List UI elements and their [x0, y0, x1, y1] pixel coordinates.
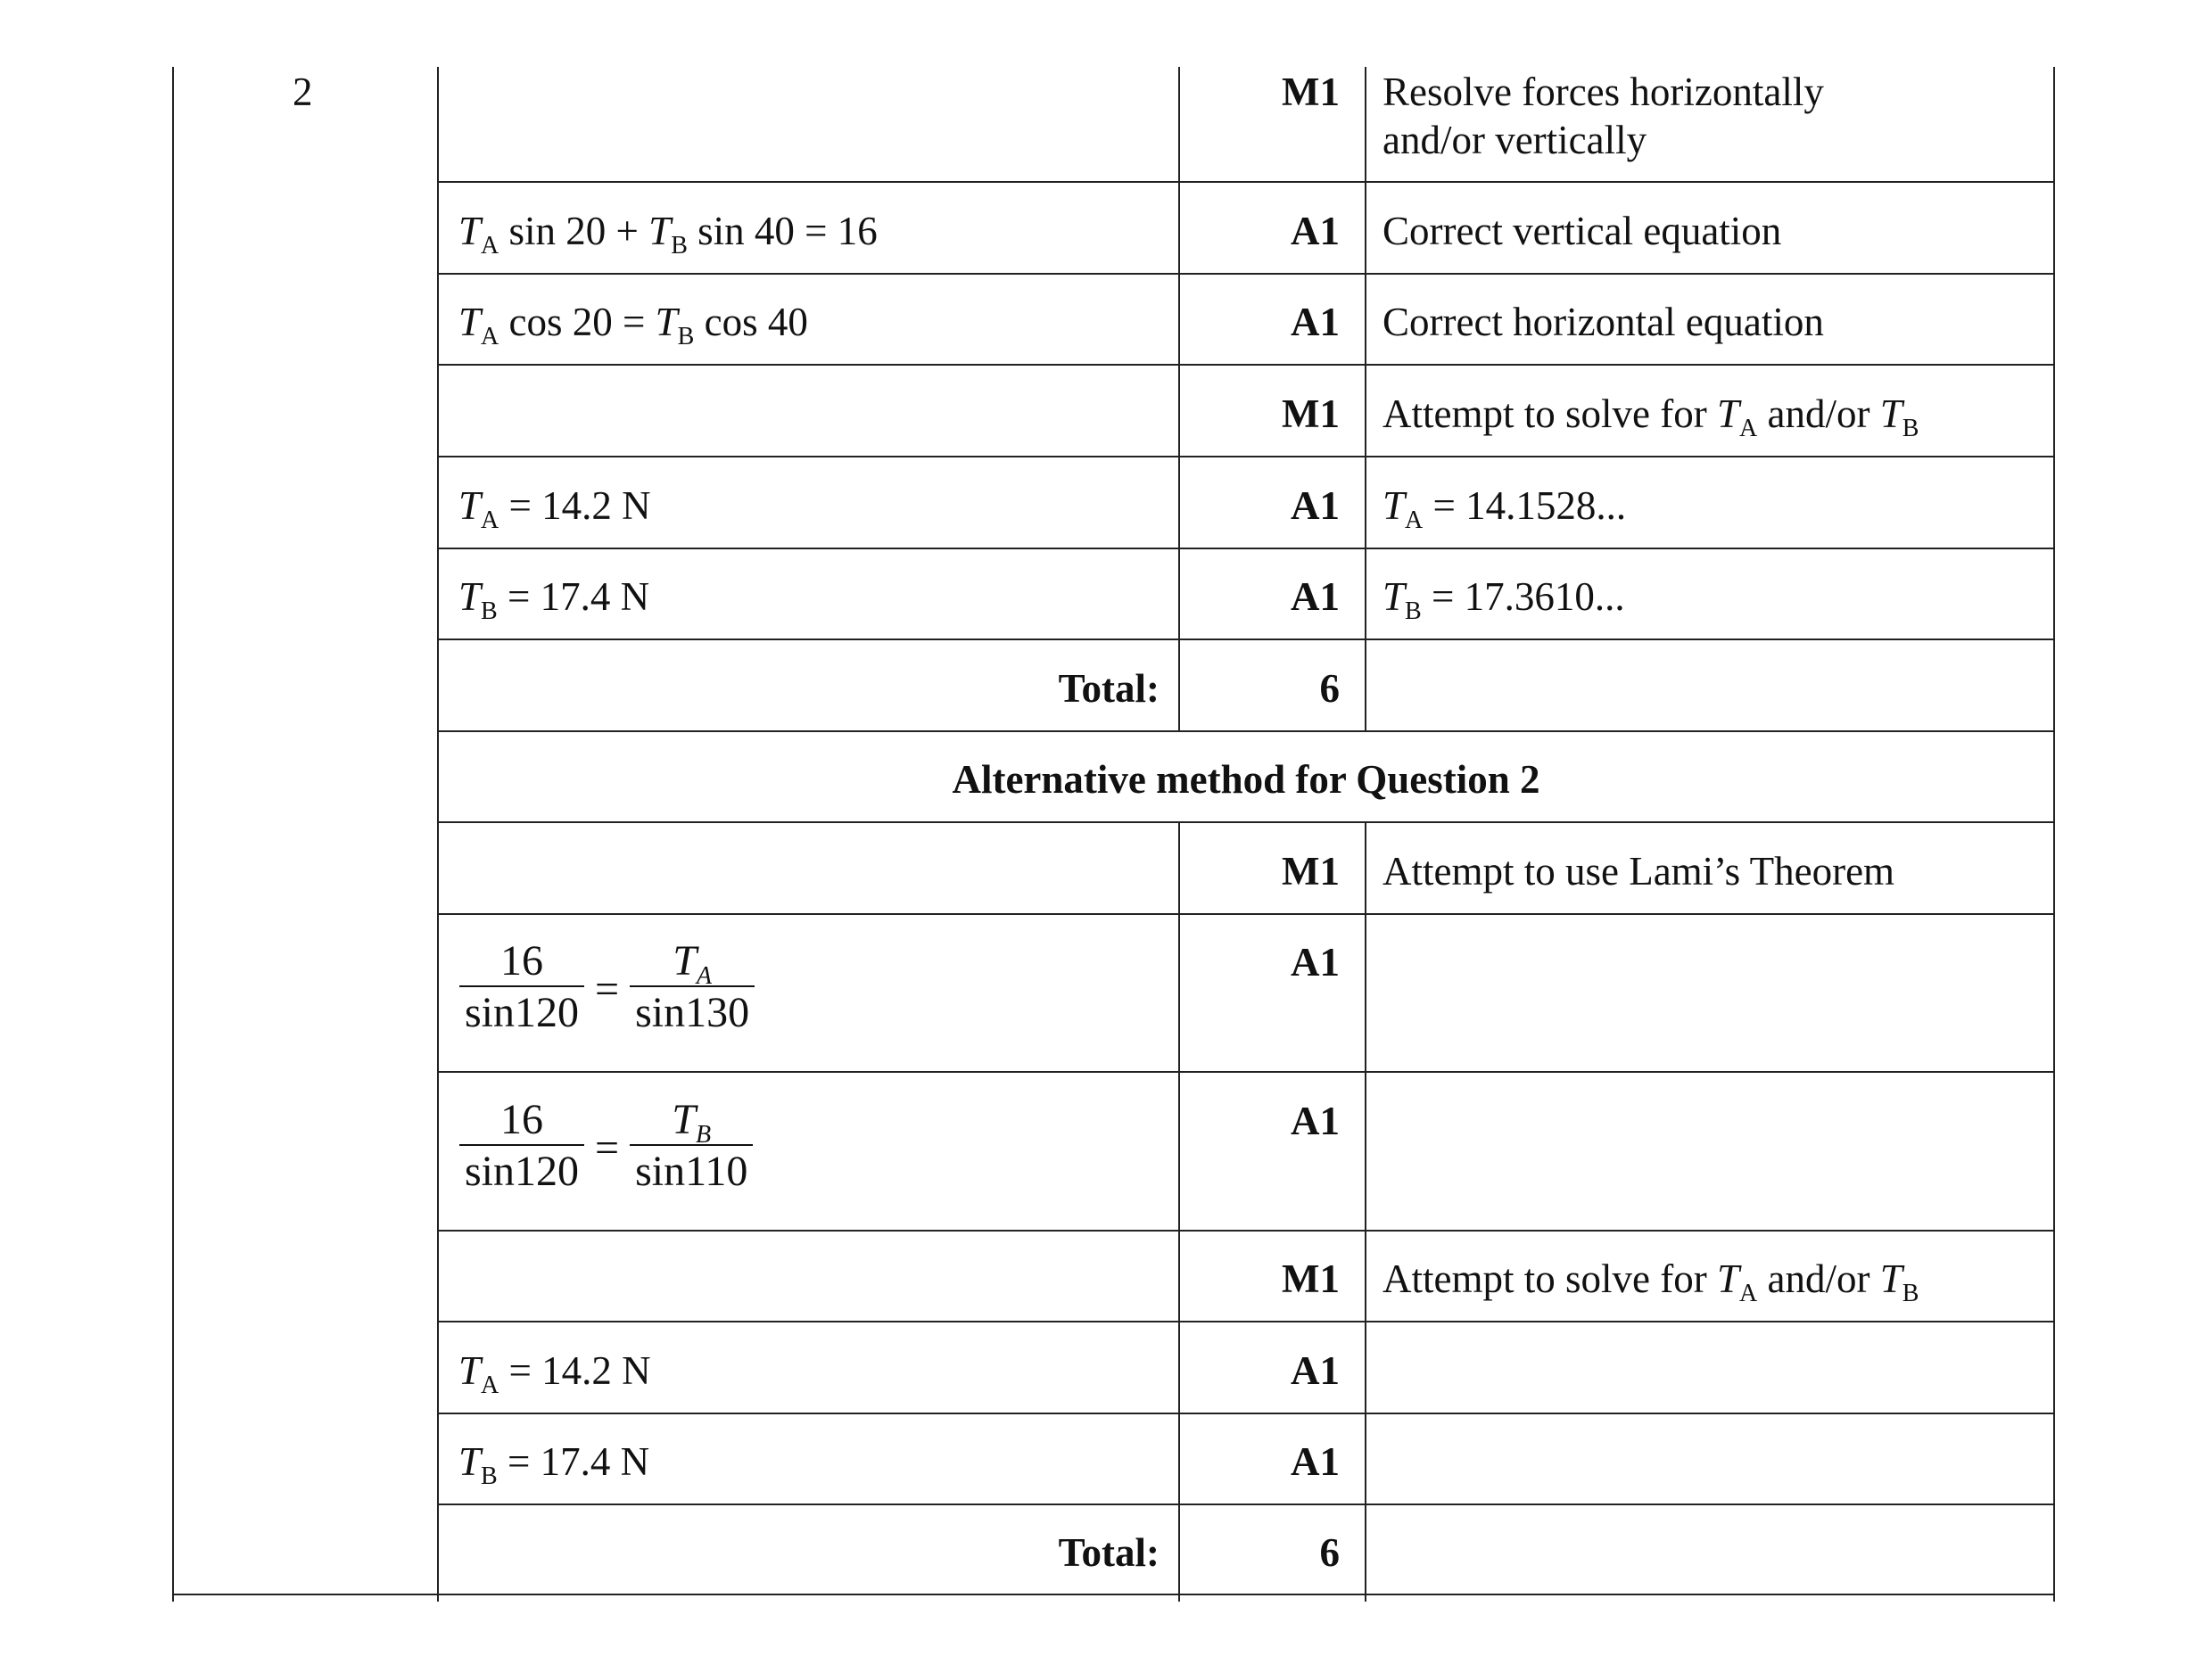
- mark-cell: A1: [1291, 209, 1340, 253]
- table-border-right: [2053, 67, 2055, 1602]
- row-divider: [437, 364, 2055, 366]
- row-divider: [437, 1071, 2055, 1073]
- total-label: Total:: [1058, 1530, 1160, 1575]
- table-border-bottom: [172, 1594, 2055, 1595]
- row-divider: [437, 1230, 2055, 1232]
- lami-equation-b: $\frac{16}{\sin 120}$ = $\frac{T_B}{\sin 110}$: [459, 1095, 753, 1198]
- mark-cell: M1: [1282, 1256, 1340, 1301]
- question-number: 2: [293, 70, 313, 114]
- answer-cell: $T_A = 14.2$ N: [458, 1348, 651, 1399]
- mark-cell: A1: [1291, 1099, 1340, 1143]
- answer-cell: $T_A$ $\sin 20 + T_B$ sin 40 = 16: [458, 209, 878, 260]
- mark-cell: A1: [1291, 574, 1340, 619]
- guidance-cell: Correct horizontal equation: [1382, 300, 1824, 344]
- row-divider: [437, 1413, 2055, 1414]
- mark-cell: A1: [1291, 1439, 1340, 1484]
- answer-cell: $T_A = 14.2$ N: [458, 483, 651, 534]
- row-divider: [437, 548, 2055, 549]
- column-divider-3: [1365, 67, 1366, 731]
- mark-cell: M1: [1282, 70, 1340, 114]
- guidance-cell: and/or vertically: [1382, 118, 1647, 162]
- mark-cell: M1: [1282, 391, 1340, 436]
- column-divider-3b: [1365, 822, 1366, 1602]
- guidance-cell: Correct vertical equation: [1382, 209, 1782, 253]
- answer-cell: $T_B = 17.4$ N: [458, 1439, 650, 1490]
- guidance-cell: Attempt to use Lami’s Theorem: [1382, 849, 1895, 894]
- mark-cell: A1: [1291, 940, 1340, 985]
- lami-equation-a: $\frac{16}{\sin 120}$ = $\frac{T_A}{\sin 130}$: [459, 936, 755, 1039]
- total-value: 6: [1319, 666, 1340, 711]
- row-divider: [437, 913, 2055, 915]
- column-divider-1: [437, 67, 439, 1602]
- total-label: Total:: [1058, 666, 1160, 711]
- guidance-cell: Attempt to solve for $T_A$ and/or $T_B$: [1382, 391, 1919, 442]
- guidance-cell: $T_B = 17.3610$...: [1382, 574, 1625, 625]
- row-divider: [437, 181, 2055, 183]
- row-divider: [437, 639, 2055, 640]
- mark-cell: A1: [1291, 483, 1340, 528]
- guidance-cell: Attempt to solve for $T_A$ and/or $T_B$: [1382, 1256, 1919, 1307]
- mark-cell: A1: [1291, 1348, 1340, 1393]
- guidance-cell: Resolve forces horizontally: [1382, 70, 1824, 114]
- row-divider: [437, 273, 2055, 275]
- alternative-method-heading: Alternative method for Question 2: [952, 757, 1540, 802]
- row-divider: [437, 730, 2055, 732]
- row-divider: [437, 1321, 2055, 1322]
- guidance-cell: $T_A = 14.1528$...: [1382, 483, 1627, 534]
- answer-cell: $T_B = 17.4$ N: [458, 574, 650, 625]
- answer-cell: $T_A$ $\cos 20 = T_B$ cos 40: [458, 300, 808, 350]
- mark-cell: M1: [1282, 849, 1340, 894]
- total-value: 6: [1319, 1530, 1340, 1575]
- row-divider: [437, 1504, 2055, 1505]
- mark-cell: A1: [1291, 300, 1340, 344]
- table-border-left: [172, 67, 174, 1602]
- row-divider: [437, 456, 2055, 457]
- row-divider: [437, 821, 2055, 823]
